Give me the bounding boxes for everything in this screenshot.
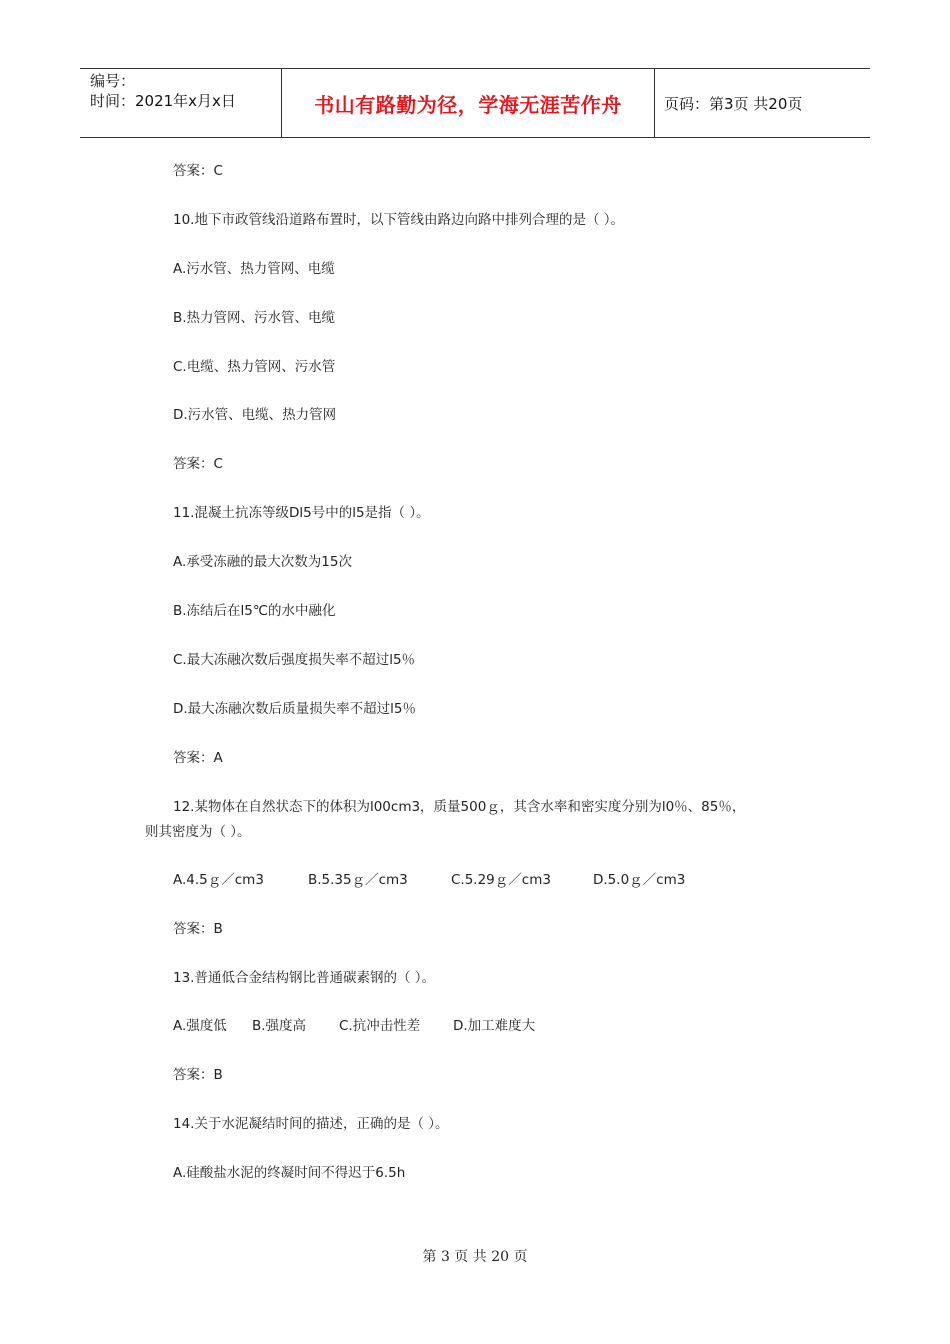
answer-9: 答案：C — [173, 163, 223, 179]
question-13-option-b: B.强度高 — [252, 1018, 307, 1034]
question-12-option-c: C.5.29ｇ／cm3 — [451, 872, 551, 888]
page-footer: 第 3 页 共 20 页 — [422, 1249, 528, 1265]
answer-10: 答案：C — [173, 456, 223, 472]
question-11: 11.混凝土抗冻等级Dl5号中的l5是指（ ）。 — [173, 505, 430, 521]
answer-11: 答案：A — [173, 750, 223, 766]
question-10-option-a: A.污水管、热力管网、电缆 — [173, 261, 335, 277]
question-12-option-d: D.5.0ｇ／cm3 — [593, 872, 686, 888]
question-13-option-d: D.加工难度大 — [453, 1018, 536, 1034]
question-11-option-a: A.承受冻融的最大次数为15次 — [173, 554, 352, 570]
question-11-option-b: B.冻结后在l5℃的水中融化 — [173, 603, 336, 619]
question-12-options — [173, 871, 685, 889]
question-14: 14.关于水泥凝结时间的描述，正确的是（ ）。 — [173, 1116, 449, 1132]
header-page-info: 页码：第3页 共20页 — [664, 94, 803, 113]
question-10-option-b: B.热力管网、污水管、电缆 — [173, 310, 336, 326]
question-10-option-d: D.污水管、电缆、热力管网 — [173, 407, 337, 423]
date-label: 时间：2021年x月x日 — [90, 92, 236, 110]
page-header — [80, 68, 870, 138]
question-11-option-d: D.最大冻融次数后质量损失率不超过l5％ — [173, 701, 417, 717]
question-12-continuation: 则其密度为（ ）。 — [145, 824, 251, 840]
question-12-option-b: B.5.35ｇ／cm3 — [308, 872, 408, 888]
question-12-option-a: A.4.5ｇ／cm3 — [173, 872, 264, 888]
question-13-options — [173, 1017, 535, 1035]
answer-13: 答案：B — [173, 1067, 223, 1083]
question-11-option-c: C.最大冻融次数后强度损失率不超过l5％ — [173, 652, 416, 668]
question-10-option-c: C.电缆、热力管网、污水管 — [173, 359, 336, 375]
question-10: 10.地下市政管线沿道路布置时，以下管线由路边向路中排列合理的是（ ）。 — [173, 212, 625, 228]
header-meta — [90, 71, 236, 111]
header-motto: 书山有路勤为径，学海无涯苦作舟 — [314, 92, 622, 117]
question-12: 12.某物体在自然状态下的体积为l00cm3，质量500ｇ，其含水率和密实度分别为l0％、85％， — [173, 799, 746, 815]
answer-12: 答案：B — [173, 921, 223, 937]
question-14-option-a: A.硅酸盐水泥的终凝时间不得迟于6.5h — [173, 1165, 406, 1181]
code-label: 编号： — [90, 72, 136, 90]
question-13: 13.普通低合金结构钢比普通碳素钢的（ ）。 — [173, 970, 436, 986]
question-13-option-a: A.强度低 — [173, 1018, 227, 1034]
question-13-option-c: C.抗冲击性差 — [339, 1018, 421, 1034]
header-divider — [654, 69, 655, 137]
